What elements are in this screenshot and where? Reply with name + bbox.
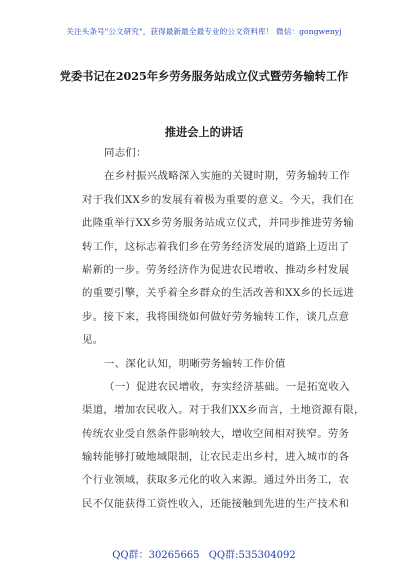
body-line: 的重要引擎，关乎着全乡群众的生活改善和XX乡的长远进 [82, 287, 354, 300]
body-line: 见。 [82, 334, 104, 347]
body-line: 个行业领域，获取多元化的收入来源。通过外出务工，农 [82, 474, 350, 487]
body-line: 转工作，这标志着我们乡在劳务经济发展的道路上迈出了 [82, 240, 350, 253]
body-line: 传统农业受自然条件影响较大，增收空间相对狭窄。劳务 [82, 427, 350, 440]
document-title-line2: 推进会上的讲话 [164, 125, 244, 139]
body-line: 步。接下来，我将围绕如何做好劳务输转工作，谈几点意 [82, 310, 350, 323]
body-line: 崭新的一步。劳务经济作为促进农民增收、推动乡村发展 [82, 263, 350, 276]
body-line: 此隆重举行XX乡劳务服务站成立仪式，并同步推进劳务输 [82, 217, 354, 230]
subsection-line: （一）促进农民增收，夯实经济基础。一是拓宽收入 [104, 380, 350, 393]
body-line: 渠道，增加农民收入。对于我们XX乡而言，土地资源有限， [82, 404, 365, 417]
body-line: 民不仅能获得工资性收入，还能接触到先进的生产技术和 [82, 497, 350, 510]
body-line: 在乡村振兴战略深入实施的关键时期，劳务输转工作 [104, 170, 350, 183]
document-title-line1: 党委书记在2025年乡劳务服务站成立仪式暨劳务输转工作 [59, 69, 349, 83]
document-body [82, 142, 365, 516]
footer-contact [0, 546, 408, 561]
qq-group-2: QQ群:535304092 [208, 550, 296, 561]
salutation: 同志们： [104, 147, 147, 159]
section-heading: 一、深化认知，明晰劳务输转工作价值 [104, 357, 286, 370]
promo-banner: 关注头条号"公文研究"，获得最新最全最专业的公文资料库！ 微信：gongwenyj [66, 27, 342, 36]
body-line: 输转能够打破地域限制，让农民走出乡村，进入城市的各 [82, 451, 350, 464]
qq-group-1: QQ群：30265665 [112, 550, 200, 561]
body-line: 对于我们XX乡的发展有着极为重要的意义。今天，我们在 [82, 193, 354, 206]
